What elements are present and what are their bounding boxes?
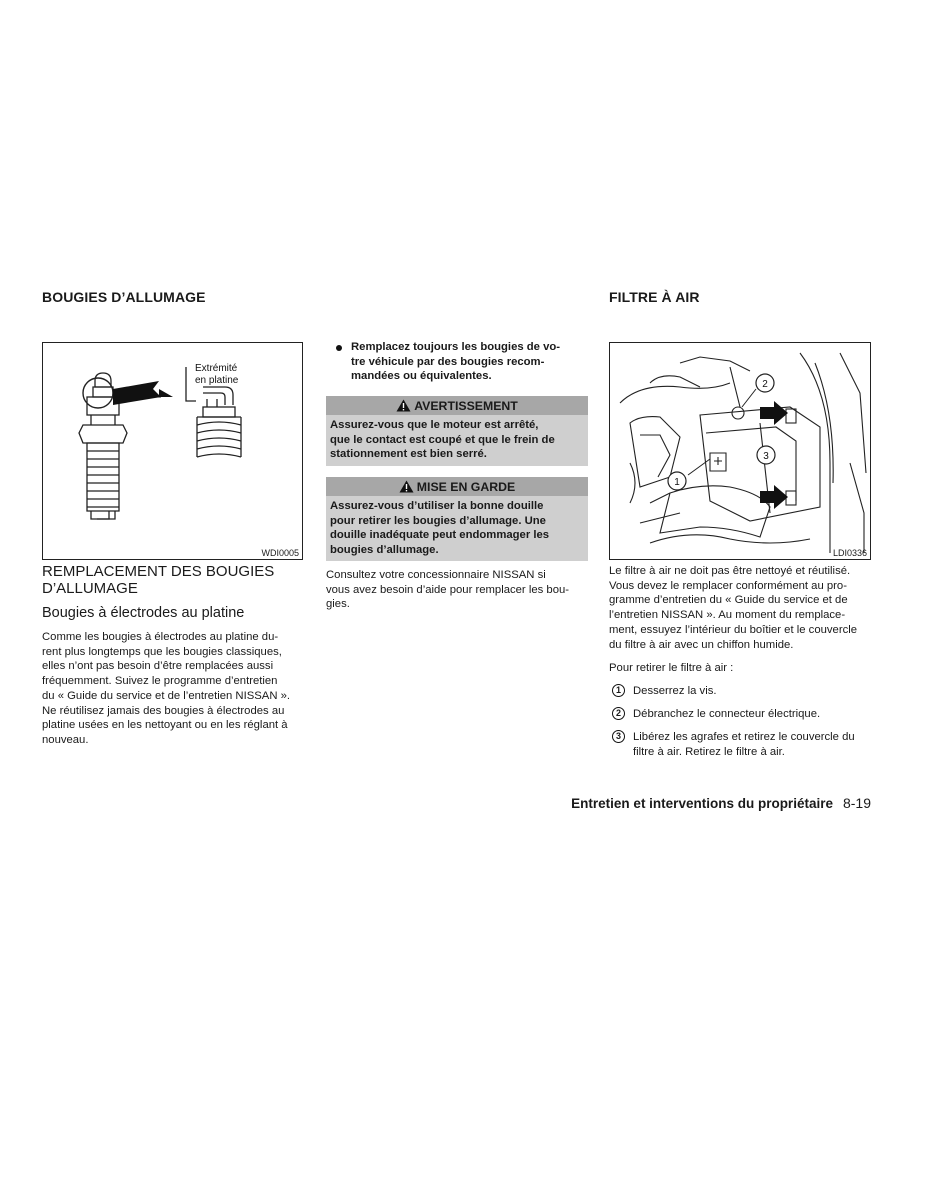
procedure-intro: Pour retirer le filtre à air : [609,662,734,674]
spark-plug-figure [42,342,303,560]
warning-triangle-icon [399,480,414,493]
step-number-2-icon: 2 [612,707,625,720]
figure-code: WDI0005 [261,548,299,558]
paragraph-line: du filtre à air avec un chiffon humide. [609,638,794,651]
paragraph-line: ment, essuyez l’intérieur du boîtier et le couvercle [609,623,858,636]
step-item-2 [615,707,873,722]
paragraph-consult-dealer [326,568,588,612]
subheading-line-2: D’ALLUMAGE [42,580,138,597]
paragraph-line: gies. [326,598,350,611]
spark-plug-illustration [43,343,302,559]
paragraph-line: Ne réutilisez jamais des bougies à électrodes au [42,704,285,717]
step-number-3-icon: 3 [612,730,625,743]
paragraph-line: Consultez votre concessionnaire NISSAN si [326,569,546,581]
paragraph-line: gramme d’entretien du « Guide du service et de [609,594,848,607]
caution-title: MISE EN GARDE [416,479,516,494]
paragraph-platinum-plugs [42,630,304,748]
step-line: filtre à air. Retirez le filtre à air. [633,745,785,758]
warning-title: AVERTISSEMENT [414,398,518,413]
figure-code: LDI0336 [832,548,867,558]
paragraph-air-filter [609,564,871,652]
paragraph-line: platine usées en les nettoyant ou en les réglant à [42,719,288,732]
air-filter-figure [609,342,871,560]
paragraph-line: Comme les bougies à électrodes au platine du- [42,631,279,643]
callout-1-label: 1 [674,477,680,488]
figure-label-line1: Extrémité [195,363,238,374]
section-heading-spark-plugs: BOUGIES D’ALLUMAGE [42,289,206,305]
callout-2-label: 2 [762,379,768,390]
warning-line: stationnement est bien serré. [330,448,487,460]
caution-box [326,477,588,561]
step-item-3 [615,730,873,759]
step-item-1 [615,684,873,699]
callout-3-label: 3 [763,451,769,462]
bullet-dot-icon [336,345,342,351]
figure-label-line2: en platine [195,375,239,386]
paragraph-line: rent plus longtemps que les bougies classiques, [42,645,282,658]
warning-box [326,396,588,466]
paragraph-line: vous avez besoin d’aide pour remplacer les bou- [326,583,570,596]
step-number-1-icon: 1 [612,684,625,697]
paragraph-line: Vous devez le remplacer conformément au pro- [609,579,847,592]
warning-line: Assurez-vous que le moteur est arrêté, [330,419,539,431]
caution-header [326,477,588,496]
caution-line: pour retirer les bougies d’allumage. Une [330,514,546,527]
step-line: Débranchez le connecteur électrique. [633,708,821,720]
footer-title: Entretien et interventions du propriétaire [571,796,833,811]
paragraph-line: elles n’ont pas besoin d’être remplacées aussi [42,660,274,673]
page-footer [571,795,871,811]
warning-body [326,415,588,466]
caution-body [326,496,588,561]
section-heading-air-filter: FILTRE À AIR [609,289,700,305]
subheading-replacement [42,563,274,597]
paragraph-line: fréquemment. Suivez le programme d’entretien [42,675,278,688]
bullet-replace-plugs [351,340,588,384]
step-line: Desserrez la vis. [633,685,717,697]
warning-triangle-icon [396,399,411,412]
bullet-line: mandées ou équivalentes. [351,370,492,383]
warning-header [326,396,588,415]
subheading-platinum-plugs: Bougies à électrodes au platine [42,605,245,621]
paragraph-line: l’entretien NISSAN ». Au moment du remplace- [609,609,846,622]
paragraph-line: du « Guide du service et de l’entretien NISSAN ». [42,689,291,702]
page-number: 8-19 [842,795,871,811]
subheading-line-1: REMPLACEMENT DES BOUGIES [42,563,275,580]
air-filter-illustration [610,343,870,559]
paragraph-line: Le filtre à air ne doit pas être nettoyé et réutilisé. [609,565,851,577]
bullet-line: Remplacez toujours les bougies de vo- [351,341,561,353]
caution-line: bougies d’allumage. [330,543,439,556]
bullet-line: tre véhicule par des bougies recom- [351,355,545,368]
step-line: Libérez les agrafes et retirez le couvercle du [633,731,855,743]
paragraph-line: nouveau. [42,733,89,746]
warning-line: que le contact est coupé et que le frein de [330,433,555,446]
caution-line: douille inadéquate peut endommager les [330,529,550,541]
caution-line: Assurez-vous d’utiliser la bonne douille [330,500,544,512]
